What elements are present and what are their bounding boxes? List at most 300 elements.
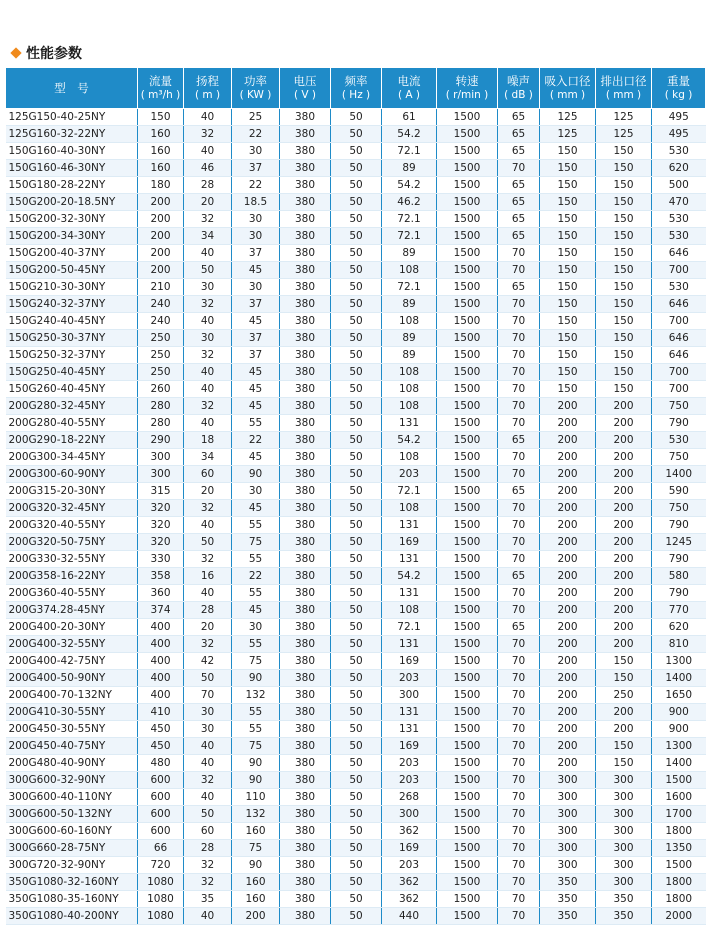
value-cell: 150 [596,755,652,772]
value-cell: 300 [540,840,596,857]
model-cell: 200G480-40-90NY [6,755,138,772]
value-cell: 89 [382,347,437,364]
model-cell: 200G290-18-22NY [6,432,138,449]
value-cell: 260 [138,381,184,398]
value-cell: 65 [498,619,540,636]
value-cell: 70 [498,636,540,653]
value-cell: 380 [280,891,331,908]
value-cell: 150 [540,177,596,194]
value-cell: 131 [382,415,437,432]
value-cell: 50 [331,415,382,432]
column-header [437,68,498,109]
column-header-label: 功率 [244,74,267,88]
value-cell: 1500 [437,432,498,449]
value-cell: 320 [138,534,184,551]
value-cell: 160 [232,891,280,908]
value-cell: 200 [540,636,596,653]
value-cell: 169 [382,738,437,755]
value-cell: 1500 [437,381,498,398]
value-cell: 200 [596,415,652,432]
value-cell: 70 [498,415,540,432]
value-cell: 32 [184,551,232,568]
table-row [6,653,706,670]
value-cell: 37 [232,245,280,262]
value-cell: 350 [596,908,652,925]
model-cell: 300G660-28-75NY [6,840,138,857]
value-cell: 70 [498,330,540,347]
model-cell: 150G240-40-45NY [6,313,138,330]
table-row [6,551,706,568]
value-cell: 50 [331,551,382,568]
value-cell: 250 [138,347,184,364]
value-cell: 380 [280,228,331,245]
value-cell: 50 [331,619,382,636]
value-cell: 1500 [437,347,498,364]
value-cell: 50 [331,585,382,602]
value-cell: 1300 [652,738,706,755]
performance-table [5,67,706,925]
model-cell: 200G300-60-90NY [6,466,138,483]
value-cell: 30 [184,721,232,738]
column-header-label: 流量 [149,74,172,88]
value-cell: 450 [138,738,184,755]
value-cell: 50 [331,143,382,160]
model-cell: 200G280-32-45NY [6,398,138,415]
value-cell: 150 [596,262,652,279]
value-cell: 1500 [437,194,498,211]
value-cell: 50 [331,874,382,891]
model-cell: 300G600-40-110NY [6,789,138,806]
value-cell: 620 [652,160,706,177]
value-cell: 300 [596,772,652,789]
table-row [6,432,706,449]
model-cell: 125G150-40-25NY [6,109,138,126]
value-cell: 1300 [652,653,706,670]
value-cell: 70 [498,687,540,704]
value-cell: 400 [138,619,184,636]
value-cell: 30 [232,211,280,228]
table-row [6,194,706,211]
column-header-label: 转速 [455,74,479,88]
model-cell: 150G200-32-30NY [6,211,138,228]
value-cell: 380 [280,568,331,585]
value-cell: 1080 [138,874,184,891]
value-cell: 50 [331,806,382,823]
value-cell: 150 [540,211,596,228]
value-cell: 50 [331,789,382,806]
value-cell: 50 [331,381,382,398]
value-cell: 380 [280,840,331,857]
value-cell: 530 [652,279,706,296]
value-cell: 380 [280,415,331,432]
value-cell: 90 [232,466,280,483]
model-cell: 200G330-32-55NY [6,551,138,568]
column-header [6,68,138,109]
value-cell: 54.2 [382,177,437,194]
value-cell: 1500 [437,551,498,568]
value-cell: 72.1 [382,228,437,245]
model-cell: 350G1080-35-160NY [6,891,138,908]
table-row [6,908,706,925]
value-cell: 200 [540,602,596,619]
value-cell: 131 [382,704,437,721]
value-cell: 750 [652,398,706,415]
value-cell: 380 [280,398,331,415]
value-cell: 200 [540,653,596,670]
value-cell: 50 [331,347,382,364]
model-cell: 200G450-40-75NY [6,738,138,755]
value-cell: 50 [184,806,232,823]
value-cell: 160 [138,143,184,160]
value-cell: 50 [331,721,382,738]
value-cell: 200 [540,704,596,721]
value-cell: 50 [331,670,382,687]
value-cell: 280 [138,415,184,432]
value-cell: 362 [382,823,437,840]
value-cell: 380 [280,466,331,483]
value-cell: 1500 [437,228,498,245]
value-cell: 70 [498,585,540,602]
table-row [6,177,706,194]
value-cell: 50 [331,245,382,262]
value-cell: 150 [596,347,652,364]
value-cell: 125 [540,126,596,143]
value-cell: 150 [540,364,596,381]
value-cell: 72.1 [382,211,437,228]
value-cell: 300 [382,687,437,704]
value-cell: 380 [280,279,331,296]
value-cell: 50 [331,908,382,925]
value-cell: 300 [540,789,596,806]
value-cell: 200 [540,432,596,449]
value-cell: 300 [540,823,596,840]
value-cell: 72.1 [382,619,437,636]
value-cell: 70 [498,534,540,551]
column-header-unit: ( dB ) [504,89,533,101]
value-cell: 1800 [652,874,706,891]
value-cell: 150 [596,194,652,211]
value-cell: 40 [184,415,232,432]
value-cell: 32 [184,857,232,874]
value-cell: 1500 [437,500,498,517]
value-cell: 380 [280,432,331,449]
value-cell: 380 [280,143,331,160]
value-cell: 150 [540,296,596,313]
value-cell: 240 [138,313,184,330]
value-cell: 300 [596,823,652,840]
value-cell: 28 [184,840,232,857]
table-row [6,245,706,262]
value-cell: 1500 [437,908,498,925]
value-cell: 32 [184,874,232,891]
value-cell: 400 [138,636,184,653]
value-cell: 70 [498,704,540,721]
table-row [6,313,706,330]
table-row [6,415,706,432]
value-cell: 1400 [652,670,706,687]
table-row [6,143,706,160]
table-row [6,619,706,636]
value-cell: 200 [138,262,184,279]
value-cell: 169 [382,653,437,670]
value-cell: 790 [652,415,706,432]
value-cell: 1500 [437,415,498,432]
value-cell: 1500 [437,619,498,636]
value-cell: 30 [232,143,280,160]
column-header-label: 电压 [293,74,317,88]
table-row [6,568,706,585]
value-cell: 1500 [437,874,498,891]
value-cell: 70 [498,517,540,534]
value-cell: 150 [138,109,184,126]
value-cell: 50 [331,160,382,177]
value-cell: 150 [596,228,652,245]
value-cell: 200 [596,500,652,517]
value-cell: 1080 [138,908,184,925]
model-cell: 150G200-34-30NY [6,228,138,245]
table-row [6,789,706,806]
value-cell: 50 [331,840,382,857]
value-cell: 300 [540,857,596,874]
value-cell: 380 [280,483,331,500]
value-cell: 380 [280,823,331,840]
column-header-unit: ( V ) [293,89,317,101]
value-cell: 45 [232,262,280,279]
column-header-unit: ( mm ) [605,89,642,101]
value-cell: 50 [331,296,382,313]
value-cell: 362 [382,874,437,891]
value-cell: 350 [540,874,596,891]
table-row [6,857,706,874]
model-cell: 150G250-40-45NY [6,364,138,381]
value-cell: 200 [540,585,596,602]
value-cell: 380 [280,296,331,313]
value-cell: 380 [280,364,331,381]
value-cell: 65 [498,211,540,228]
value-cell: 200 [138,211,184,228]
value-cell: 200 [540,755,596,772]
value-cell: 380 [280,551,331,568]
value-cell: 32 [184,636,232,653]
value-cell: 32 [184,772,232,789]
value-cell: 1500 [437,364,498,381]
value-cell: 203 [382,857,437,874]
value-cell: 1500 [652,772,706,789]
table-row [6,823,706,840]
column-header [382,68,437,109]
value-cell: 28 [184,177,232,194]
value-cell: 530 [652,211,706,228]
value-cell: 150 [596,177,652,194]
value-cell: 125 [596,109,652,126]
column-header [280,68,331,109]
value-cell: 380 [280,857,331,874]
value-cell: 32 [184,398,232,415]
value-cell: 50 [331,517,382,534]
table-row [6,772,706,789]
value-cell: 1500 [437,143,498,160]
value-cell: 32 [184,126,232,143]
column-header-unit: ( m³/h ) [140,89,181,101]
value-cell: 108 [382,262,437,279]
value-cell: 200 [596,636,652,653]
table-row [6,755,706,772]
value-cell: 1800 [652,823,706,840]
value-cell: 1500 [437,670,498,687]
value-cell: 70 [498,789,540,806]
value-cell: 1500 [437,840,498,857]
value-cell: 1500 [437,789,498,806]
value-cell: 1500 [437,313,498,330]
value-cell: 40 [184,738,232,755]
value-cell: 131 [382,585,437,602]
value-cell: 131 [382,551,437,568]
value-cell: 200 [138,194,184,211]
value-cell: 300 [596,806,652,823]
value-cell: 70 [498,296,540,313]
value-cell: 50 [331,228,382,245]
value-cell: 40 [184,143,232,160]
value-cell: 65 [498,177,540,194]
value-cell: 55 [232,551,280,568]
section-title-text: 性能参数 [26,46,82,62]
model-cell: 300G600-50-132NY [6,806,138,823]
value-cell: 50 [331,857,382,874]
value-cell: 40 [184,789,232,806]
value-cell: 132 [232,687,280,704]
table-row [6,636,706,653]
value-cell: 150 [596,143,652,160]
diamond-bullet-icon [10,47,21,58]
value-cell: 1800 [652,891,706,908]
value-cell: 34 [184,449,232,466]
value-cell: 300 [596,789,652,806]
value-cell: 55 [232,636,280,653]
value-cell: 70 [498,721,540,738]
value-cell: 50 [331,330,382,347]
table-row [6,211,706,228]
value-cell: 45 [232,364,280,381]
value-cell: 42 [184,653,232,670]
column-header-label: 电流 [397,74,421,88]
value-cell: 25 [232,109,280,126]
value-cell: 380 [280,670,331,687]
value-cell: 40 [184,517,232,534]
value-cell: 150 [540,313,596,330]
value-cell: 90 [232,772,280,789]
value-cell: 150 [596,670,652,687]
value-cell: 55 [232,415,280,432]
table-row [6,806,706,823]
value-cell: 1500 [437,160,498,177]
value-cell: 200 [232,908,280,925]
value-cell: 40 [184,908,232,925]
column-header-unit: ( KW ) [239,89,272,101]
value-cell: 362 [382,891,437,908]
value-cell: 160 [232,823,280,840]
value-cell: 1400 [652,755,706,772]
section-title [10,44,82,62]
value-cell: 150 [596,245,652,262]
value-cell: 790 [652,517,706,534]
table-row [6,449,706,466]
value-cell: 150 [540,245,596,262]
value-cell: 200 [596,568,652,585]
table-row [6,296,706,313]
value-cell: 1500 [437,602,498,619]
value-cell: 150 [596,738,652,755]
value-cell: 400 [138,670,184,687]
value-cell: 200 [540,534,596,551]
value-cell: 65 [498,483,540,500]
value-cell: 200 [540,568,596,585]
value-cell: 50 [331,823,382,840]
table-row [6,517,706,534]
value-cell: 55 [232,585,280,602]
value-cell: 60 [184,823,232,840]
value-cell: 50 [331,602,382,619]
table-header-row [6,68,706,109]
value-cell: 65 [498,126,540,143]
value-cell: 200 [596,466,652,483]
value-cell: 380 [280,534,331,551]
value-cell: 1500 [437,823,498,840]
model-cell: 300G600-60-160NY [6,823,138,840]
value-cell: 620 [652,619,706,636]
table-row [6,347,706,364]
table-row [6,466,706,483]
model-cell: 200G400-42-75NY [6,653,138,670]
value-cell: 250 [138,364,184,381]
value-cell: 40 [184,381,232,398]
value-cell: 200 [540,398,596,415]
model-cell: 200G400-70-132NY [6,687,138,704]
value-cell: 50 [331,177,382,194]
value-cell: 1600 [652,789,706,806]
value-cell: 40 [184,313,232,330]
value-cell: 45 [232,602,280,619]
value-cell: 150 [596,279,652,296]
value-cell: 1500 [437,806,498,823]
value-cell: 646 [652,330,706,347]
model-cell: 300G600-32-90NY [6,772,138,789]
value-cell: 380 [280,109,331,126]
column-header [596,68,652,109]
value-cell: 200 [540,551,596,568]
value-cell: 50 [331,211,382,228]
value-cell: 380 [280,126,331,143]
value-cell: 125 [596,126,652,143]
table-row [6,364,706,381]
value-cell: 54.2 [382,432,437,449]
model-cell: 200G280-40-55NY [6,415,138,432]
value-cell: 70 [498,772,540,789]
value-cell: 169 [382,534,437,551]
value-cell: 150 [596,313,652,330]
value-cell: 30 [232,483,280,500]
value-cell: 70 [184,687,232,704]
table-row [6,874,706,891]
value-cell: 108 [382,381,437,398]
value-cell: 70 [498,160,540,177]
value-cell: 360 [138,585,184,602]
value-cell: 380 [280,500,331,517]
value-cell: 1500 [437,211,498,228]
value-cell: 200 [596,432,652,449]
value-cell: 160 [232,874,280,891]
value-cell: 790 [652,551,706,568]
table-row [6,721,706,738]
